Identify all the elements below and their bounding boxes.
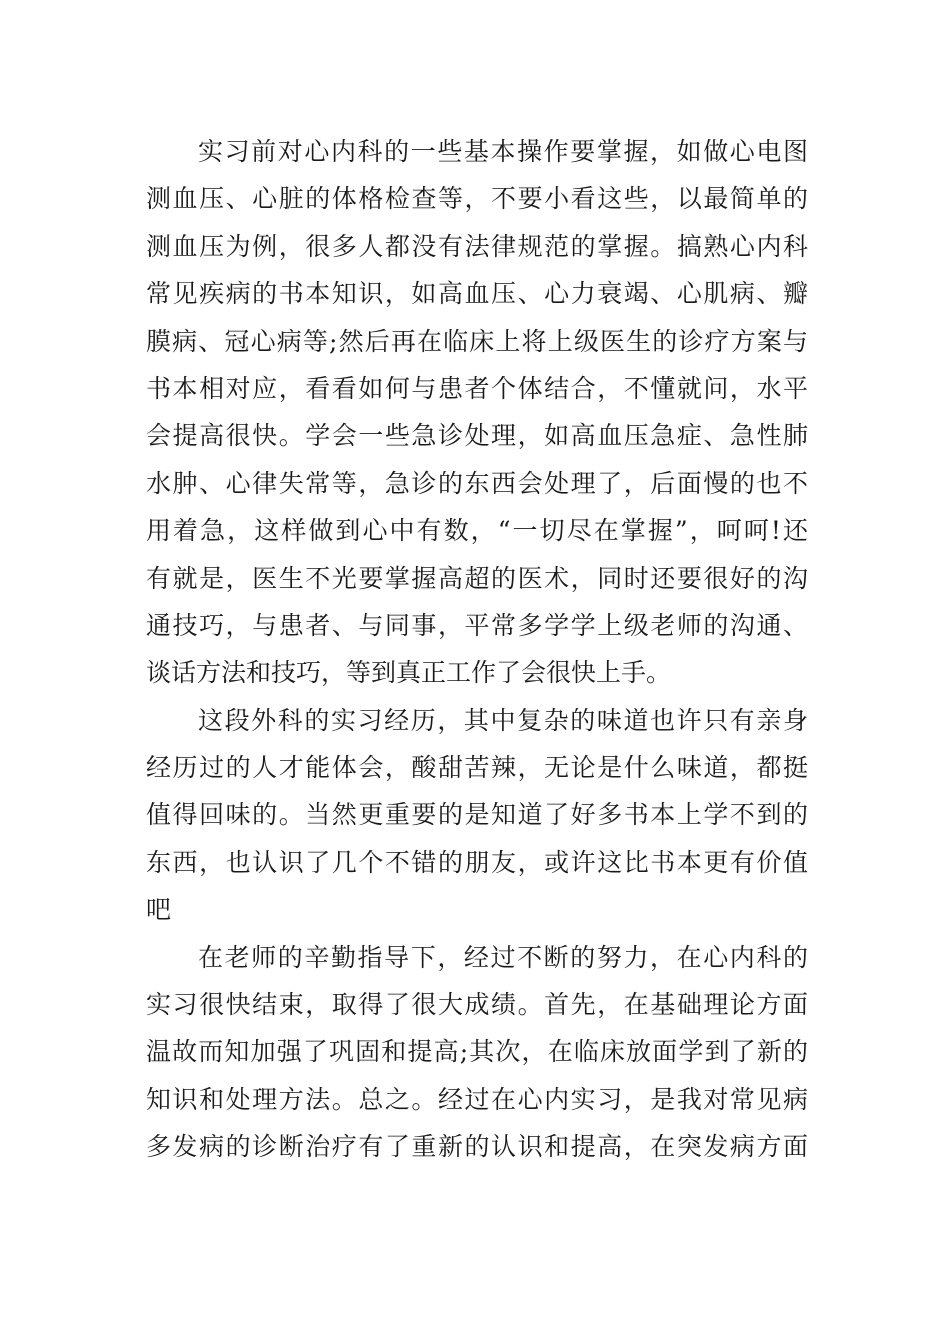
document-body (146, 128, 808, 1171)
text-line: 有就是，医生不光要掌握高超的医术，同时还要很好的沟 (146, 563, 808, 593)
text-line: 常见疾病的书本知识，如高血压、心力衰竭、心肌病、瓣 (146, 279, 808, 309)
text-line: 温故而知加强了巩固和提高;其次，在临床放面学到了新的 (146, 1037, 808, 1067)
paragraph (146, 697, 808, 934)
text-line: 实习很快结束，取得了很大成绩。首先，在基础理论方面 (146, 990, 808, 1020)
text-line: 测血压为例，很多人都没有法律规范的掌握。搞熟心内科 (146, 231, 808, 261)
text-line: 通技巧，与患者、与同事，平常多学学上级老师的沟通、 (146, 610, 808, 640)
text-line: 吧 (146, 895, 172, 925)
text-line: 水肿、心律失常等，急诊的东西会处理了，后面慢的也不 (146, 468, 808, 498)
text-line: 在老师的辛勤指导下，经过不断的努力，在心内科的 (198, 942, 808, 972)
paragraph (146, 934, 808, 1171)
text-line: 值得回味的。当然更重要的是知道了好多书本上学不到的 (146, 800, 808, 830)
text-line: 膜病、冠心病等;然后再在临床上将上级医生的诊疗方案与 (146, 326, 808, 356)
text-line: 谈话方法和技巧，等到真正工作了会很快上手。 (146, 658, 672, 688)
text-line: 经历过的人才能体会，酸甜苦辣，无论是什么味道，都挺 (146, 753, 808, 783)
text-line: 这段外科的实习经历，其中复杂的味道也许只有亲身 (198, 705, 808, 735)
text-line: 实习前对心内科的一些基本操作要掌握，如做心电图 (198, 137, 808, 166)
paragraph (146, 128, 808, 697)
text-line: 用着急，这样做到心中有数，“一切尽在掌握”，呵呵!还 (146, 516, 808, 546)
text-line: 会提高很快。学会一些急诊处理，如高血压急症、急性肺 (146, 421, 808, 451)
text-line: 测血压、心脏的体格检查等，不要小看这些，以最简单的 (146, 184, 808, 214)
text-line: 知识和处理方法。总之。经过在心内实习，是我对常见病 (146, 1084, 808, 1114)
text-line: 多发病的诊断治疗有了重新的认识和提高，在突发病方面 (146, 1132, 808, 1162)
text-line: 东西，也认识了几个不错的朋友，或许这比书本更有价值 (146, 847, 808, 877)
text-line: 书本相对应，看看如何与患者个体结合，不懂就问，水平 (146, 373, 808, 403)
